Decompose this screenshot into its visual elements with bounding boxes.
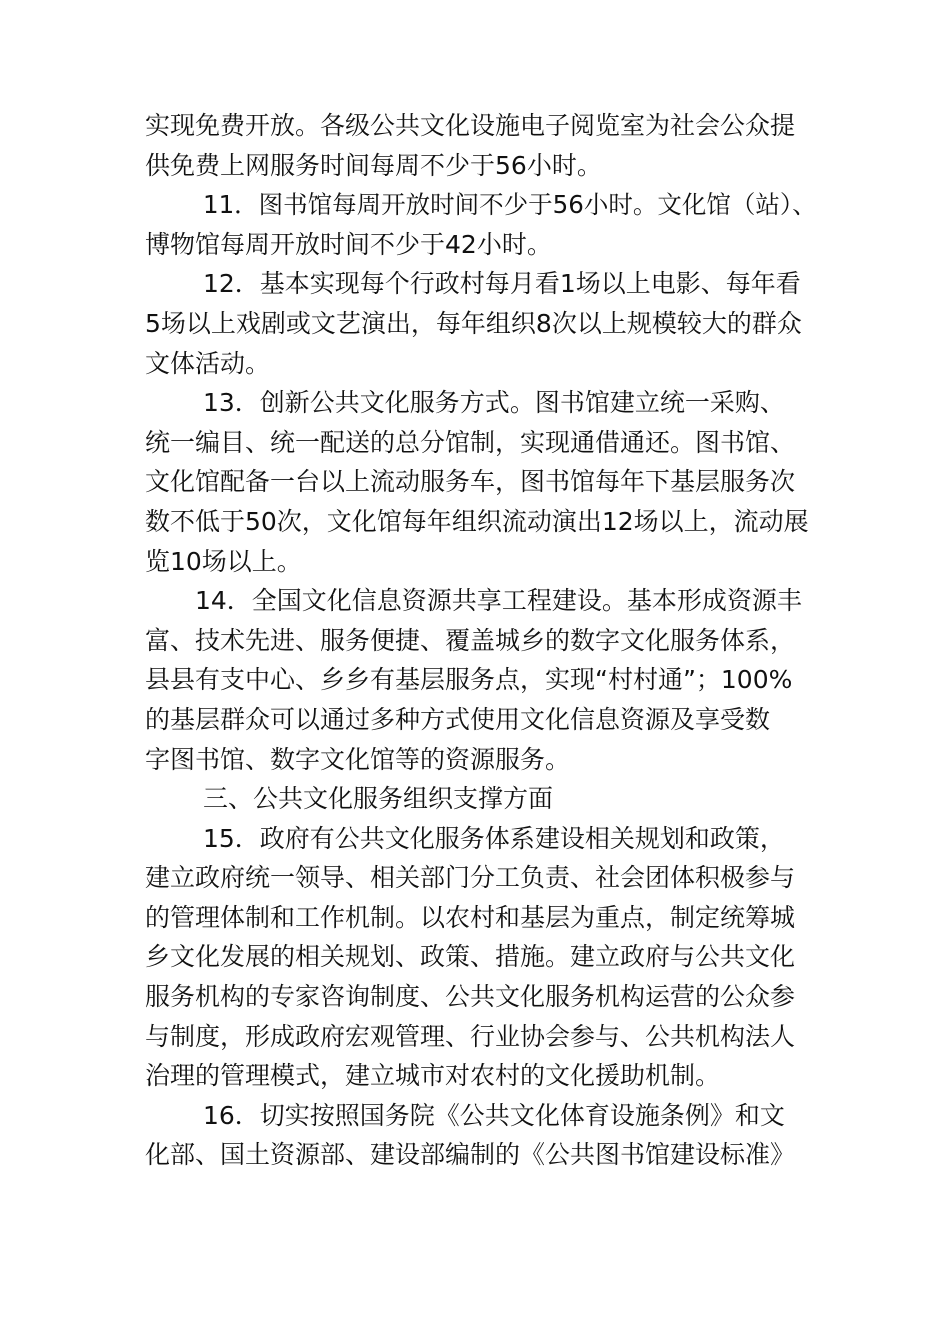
text-line: 的管理体制和工作机制。以农村和基层为重点，制定统筹城 (145, 902, 796, 932)
text-line: 统一编目、统一配送的总分馆制，实现通借通还。图书馆、 (145, 427, 796, 457)
text-line: 13．创新公共文化服务方式。图书馆建立统一采购、 (203, 388, 785, 418)
text-line: 服务机构的专家咨询制度、公共文化服务机构运营的公众参 (145, 982, 796, 1012)
text-line: 12．基本实现每个行政村每月看1场以上电影、每年看 (203, 269, 801, 299)
text-line: 的基层群众可以通过多种方式使用文化信息资源及享受数 (145, 704, 771, 734)
text-line: 5场以上戏剧或文艺演出，每年组织8次以上规模较大的群众 (145, 308, 802, 338)
text-line: 实现免费开放。各级公共文化设施电子阅览室为社会公众提 (145, 111, 796, 140)
text-line: 文化馆配备一台以上流动服务车，图书馆每年下基层服务次 (145, 467, 796, 497)
text-line: 数不低于50次，文化馆每年组织流动演出12场以上，流动展 (145, 506, 809, 536)
text-line: 14．全国文化信息资源共享工程建设。基本形成资源丰 (195, 586, 802, 616)
text-line: 文体活动。 (145, 348, 271, 378)
text-line: 15．政府有公共文化服务体系建设相关规划和政策， (203, 823, 785, 853)
text-line: 三、公共文化服务组织支撑方面 (203, 784, 554, 814)
text-line: 富、技术先进、服务便捷、覆盖城乡的数字文化服务体系， (145, 625, 796, 655)
text-line: 与制度，形成政府宏观管理、行业协会参与、公共机构法人 (145, 1021, 796, 1051)
text-line: 博物馆每周开放时间不少于42小时。 (145, 229, 552, 259)
text-line: 化部、国土资源部、建设部编制的《公共图书馆建设标准》 (145, 1140, 796, 1170)
text-line: 览10场以上。 (145, 546, 302, 576)
text-line: 16．切实按照国务院《公共文化体育设施条例》和文 (203, 1100, 785, 1130)
document-body (145, 106, 825, 1175)
text-line: 供免费上网服务时间每周不少于56小时。 (145, 150, 602, 180)
text-line: 乡文化发展的相关规划、政策、措施。建立政府与公共文化 (145, 942, 796, 972)
text-line: 县县有支中心、乡乡有基层服务点，实现“村村通”；100% (145, 665, 793, 695)
text-line: 治理的管理模式，建立城市对农村的文化援助机制。 (145, 1061, 721, 1091)
text-line: 建立政府统一领导、相关部门分工负责、社会团体积极参与 (145, 863, 796, 893)
text-line: 字图书馆、数字文化馆等的资源服务。 (145, 744, 571, 774)
text-line: 11．图书馆每周开放时间不少于56小时。文化馆（站）、 (203, 190, 817, 220)
